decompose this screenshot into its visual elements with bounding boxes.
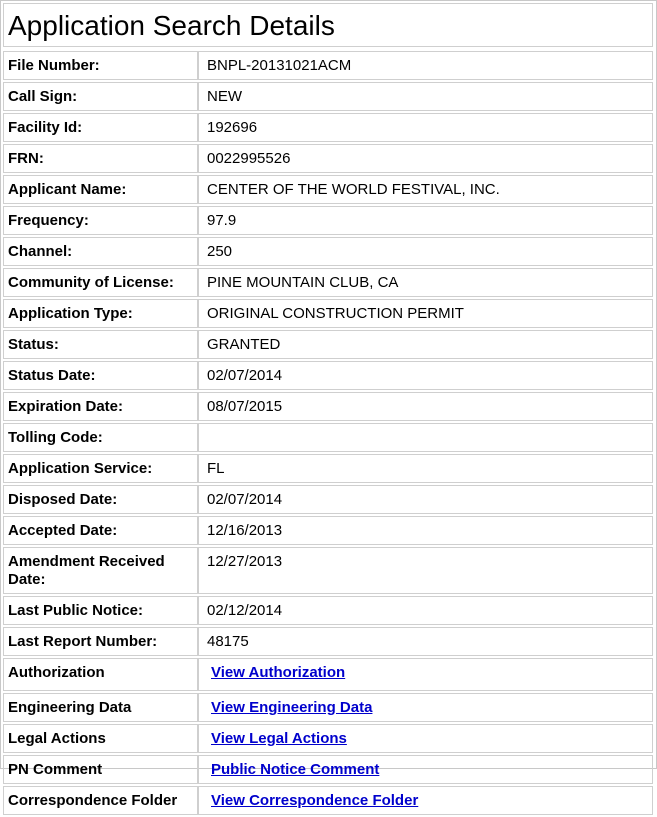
- tolling-code-label: Tolling Code:: [3, 423, 198, 452]
- table-row: [3, 82, 653, 111]
- facility-id-value: 192696: [198, 113, 653, 142]
- table-row: [3, 361, 653, 390]
- pn-comment-cell: [198, 755, 653, 784]
- disposed-date-label: Disposed Date:: [3, 485, 198, 514]
- table-row: [3, 516, 653, 545]
- call-sign-label: Call Sign:: [3, 82, 198, 111]
- table-row: [3, 51, 653, 80]
- last-public-notice-label: Last Public Notice:: [3, 596, 198, 625]
- last-public-notice-value: 02/12/2014: [198, 596, 653, 625]
- table-row: [3, 237, 653, 266]
- application-service-label: Application Service:: [3, 454, 198, 483]
- table-row: [3, 423, 653, 452]
- engineering-data-cell: [198, 693, 653, 722]
- channel-label: Channel:: [3, 237, 198, 266]
- call-sign-value: NEW: [198, 82, 653, 111]
- table-row: [3, 175, 653, 204]
- expiration-date-label: Expiration Date:: [3, 392, 198, 421]
- frn-label: FRN:: [3, 144, 198, 173]
- file-number-value: BNPL-20131021ACM: [198, 51, 653, 80]
- table-row: [3, 392, 653, 421]
- table-row: [3, 658, 653, 691]
- applicant-name-label: Applicant Name:: [3, 175, 198, 204]
- pn-comment-label: PN Comment: [3, 755, 198, 784]
- disposed-date-value: 02/07/2014: [198, 485, 653, 514]
- expiration-date-value: 08/07/2015: [198, 392, 653, 421]
- authorization-cell: [198, 658, 653, 691]
- table-row: [3, 299, 653, 328]
- table-row: [3, 454, 653, 483]
- frn-value: 0022995526: [198, 144, 653, 173]
- table-row: [3, 693, 653, 722]
- facility-id-label: Facility Id:: [3, 113, 198, 142]
- amendment-received-date-label: Amendment Received Date:: [3, 547, 198, 594]
- table-row: [3, 330, 653, 359]
- correspondence-folder-cell: [198, 786, 653, 815]
- frequency-label: Frequency:: [3, 206, 198, 235]
- table-row: [3, 485, 653, 514]
- legal-actions-label: Legal Actions: [3, 724, 198, 753]
- table-row: [3, 547, 653, 594]
- accepted-date-label: Accepted Date:: [3, 516, 198, 545]
- details-table: [3, 49, 653, 817]
- table-row: [3, 268, 653, 297]
- last-report-number-label: Last Report Number:: [3, 627, 198, 656]
- table-row: [3, 596, 653, 625]
- application-type-value: ORIGINAL CONSTRUCTION PERMIT: [198, 299, 653, 328]
- application-service-value: FL: [198, 454, 653, 483]
- table-row: [3, 144, 653, 173]
- table-row: [3, 113, 653, 142]
- public-notice-comment-link[interactable]: Public Notice Comment: [211, 761, 380, 778]
- table-row: [3, 786, 653, 815]
- frequency-value: 97.9: [198, 206, 653, 235]
- community-of-license-value: PINE MOUNTAIN CLUB, CA: [198, 268, 653, 297]
- legal-actions-cell: [198, 724, 653, 753]
- view-correspondence-folder-link[interactable]: View Correspondence Folder: [211, 792, 419, 809]
- page-title: Application Search Details: [3, 3, 653, 47]
- application-type-label: Application Type:: [3, 299, 198, 328]
- view-authorization-link[interactable]: View Authorization: [211, 664, 346, 681]
- accepted-date-value: 12/16/2013: [198, 516, 653, 545]
- channel-value: 250: [198, 237, 653, 266]
- status-date-value: 02/07/2014: [198, 361, 653, 390]
- engineering-data-label: Engineering Data: [3, 693, 198, 722]
- applicant-name-value: CENTER OF THE WORLD FESTIVAL, INC.: [198, 175, 653, 204]
- table-row: [3, 755, 653, 784]
- last-report-number-value: 48175: [198, 627, 653, 656]
- view-engineering-data-link[interactable]: View Engineering Data: [211, 699, 373, 716]
- table-row: [3, 206, 653, 235]
- correspondence-folder-label: Correspondence Folder: [3, 786, 198, 815]
- table-row: [3, 724, 653, 753]
- status-label: Status:: [3, 330, 198, 359]
- amendment-received-date-value: 12/27/2013: [198, 547, 653, 594]
- file-number-label: File Number:: [3, 51, 198, 80]
- authorization-label: Authorization: [3, 658, 198, 691]
- view-legal-actions-link[interactable]: View Legal Actions: [211, 730, 347, 747]
- tolling-code-value: [198, 423, 653, 452]
- table-row: [3, 627, 653, 656]
- status-value: GRANTED: [198, 330, 653, 359]
- community-of-license-label: Community of License:: [3, 268, 198, 297]
- status-date-label: Status Date:: [3, 361, 198, 390]
